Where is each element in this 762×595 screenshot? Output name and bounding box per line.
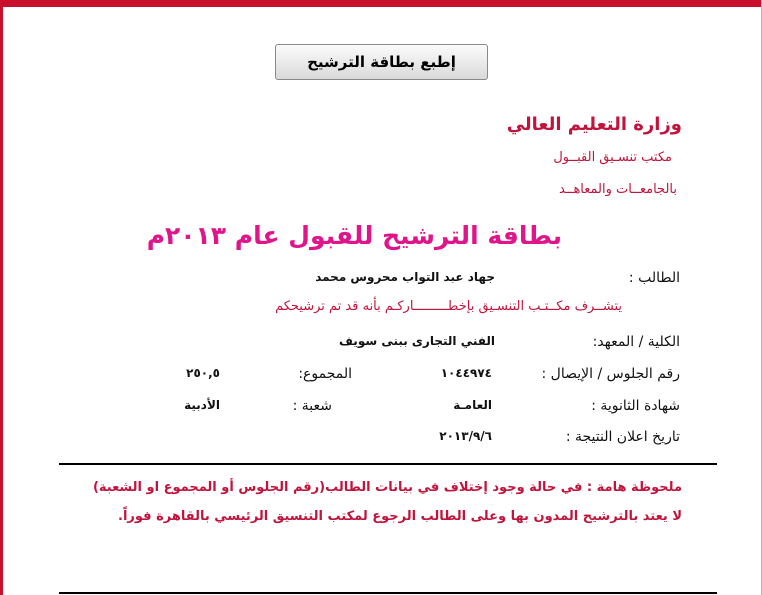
office-name-line2: بالجامعــات والمعاهــد [559,182,677,197]
window-left-border [0,0,3,595]
important-note-line2: لا يعتد بالترشيح المدون بها وعلى الطالب الرجوع لمكتب التنسيق الرئيسي بالقاهرة فوراً. [118,509,682,524]
print-card-button[interactable]: إطبع بطاقة الترشيح [275,44,488,80]
branch-label: شعبة : [292,398,332,414]
window-top-border [0,0,762,7]
college-label: الكلية / المعهد: [592,334,680,350]
student-name: جهاد عبد التواب محروس محمد [315,270,495,284]
certificate-label: شهادة الثانوية : [591,398,680,414]
divider-bottom [59,592,717,594]
nomination-notice: يتشــرف مكــتـب التنسـيق بإخطـــــــــاركـم بأنه قد تم ترشيحكم [275,299,622,314]
office-name-line1: مكتب تنسـيق القبــول [553,150,672,165]
important-note-line1: ملحوظة هامة : في حالة وجود إختلاف في بيانات الطالب(رقم الجلوس أو المجموع او الشعبة) [92,480,682,495]
divider-top [59,463,717,465]
card-title: بطاقة الترشيح للقبول عام ٢٠١٣م [146,221,562,250]
total-score-label: المجموع: [298,366,352,382]
ministry-title: وزارة التعليم العالي [506,114,682,135]
seat-number-label: رقم الجلوس / الإيصال : [541,366,680,382]
total-score-value: ٢٥٠,٥ [186,366,220,380]
branch-value: الأدبية [184,398,220,412]
college-value: الفني التجارى ببنى سويف [339,334,495,348]
certificate-value: العامـة [453,398,492,412]
seat-number-value: ١٠٤٤٩٧٤ [440,366,492,380]
result-date-label: تاريخ اعلان النتيجة : [565,429,680,445]
student-label: الطالب : [628,270,680,286]
result-date-value: ٢٠١٣/٩/٦ [439,429,492,443]
